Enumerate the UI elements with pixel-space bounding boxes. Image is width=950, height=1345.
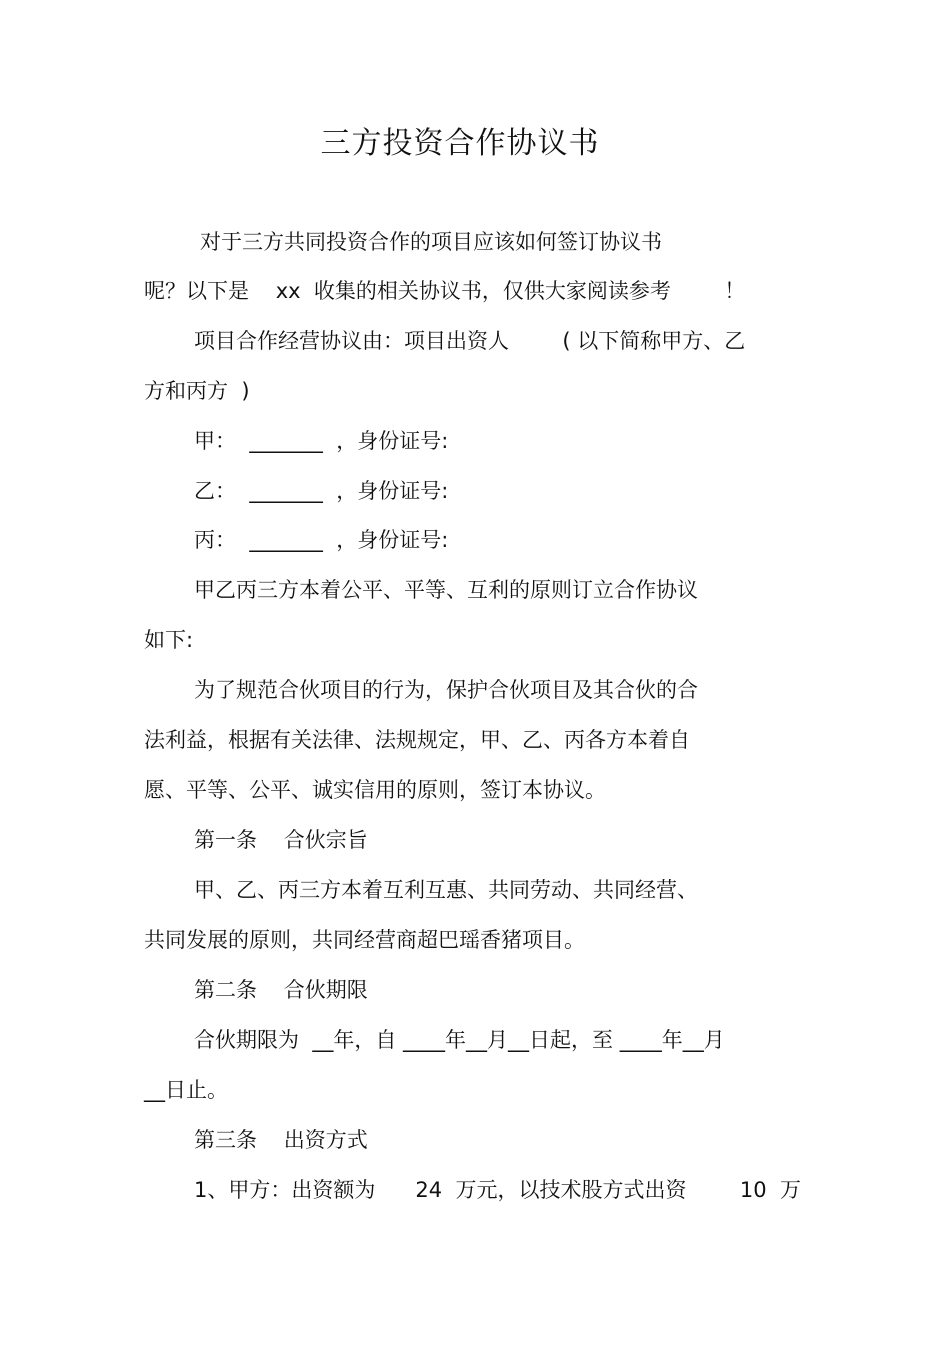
- paragraph-line: 愿、平等、公平、诚实信用的原则，签订本协议。: [144, 778, 606, 802]
- paragraph-line: 1、甲方：出资额为 24 万元，以技术股方式出资 10 万: [194, 1178, 801, 1202]
- article-heading: 第三条 出资方式: [194, 1128, 368, 1152]
- paragraph-line: 法利益，根据有关法律、法规规定，甲、乙、丙各方本着自: [144, 728, 690, 752]
- paragraph-line: 方和丙方 ): [144, 379, 250, 403]
- article-heading: 第一条 合伙宗旨: [194, 828, 368, 852]
- party-c-line: 丙： _______ ，身份证号:: [194, 528, 449, 552]
- document-title: 三方投资合作协议书: [320, 126, 600, 161]
- paragraph-line: 共同发展的原则，共同经营商超巴瑶香猪项目。: [144, 928, 585, 952]
- article-heading: 第二条 合伙期限: [194, 978, 368, 1002]
- paragraph-line: 甲乙丙三方本着公平、平等、互利的原则订立合作协议: [194, 578, 698, 602]
- paragraph-line: 项目合作经营协议由：项目出资人 ( 以下简称甲方、乙: [194, 329, 746, 353]
- paragraph-line: 合伙期限为 __年，自 ____年__月__日起，至 ____年__月: [194, 1028, 725, 1052]
- paragraph-line: 为了规范合伙项目的行为，保护合伙项目及其合伙的合: [194, 678, 698, 702]
- party-b-line: 乙： _______ ，身份证号:: [194, 479, 449, 503]
- party-a-line: 甲： _______ ，身份证号:: [194, 429, 449, 453]
- paragraph-line: 呢？以下是 xx 收集的相关协议书，仅供大家阅读参考 ！: [144, 279, 746, 303]
- paragraph-line: 对于三方共同投资合作的项目应该如何签订协议书: [200, 230, 662, 254]
- paragraph-line: 甲、乙、丙三方本着互利互惠、共同劳动、共同经营、: [194, 878, 698, 902]
- paragraph-line: 如下:: [144, 628, 194, 652]
- paragraph-line: __日止。: [144, 1078, 228, 1102]
